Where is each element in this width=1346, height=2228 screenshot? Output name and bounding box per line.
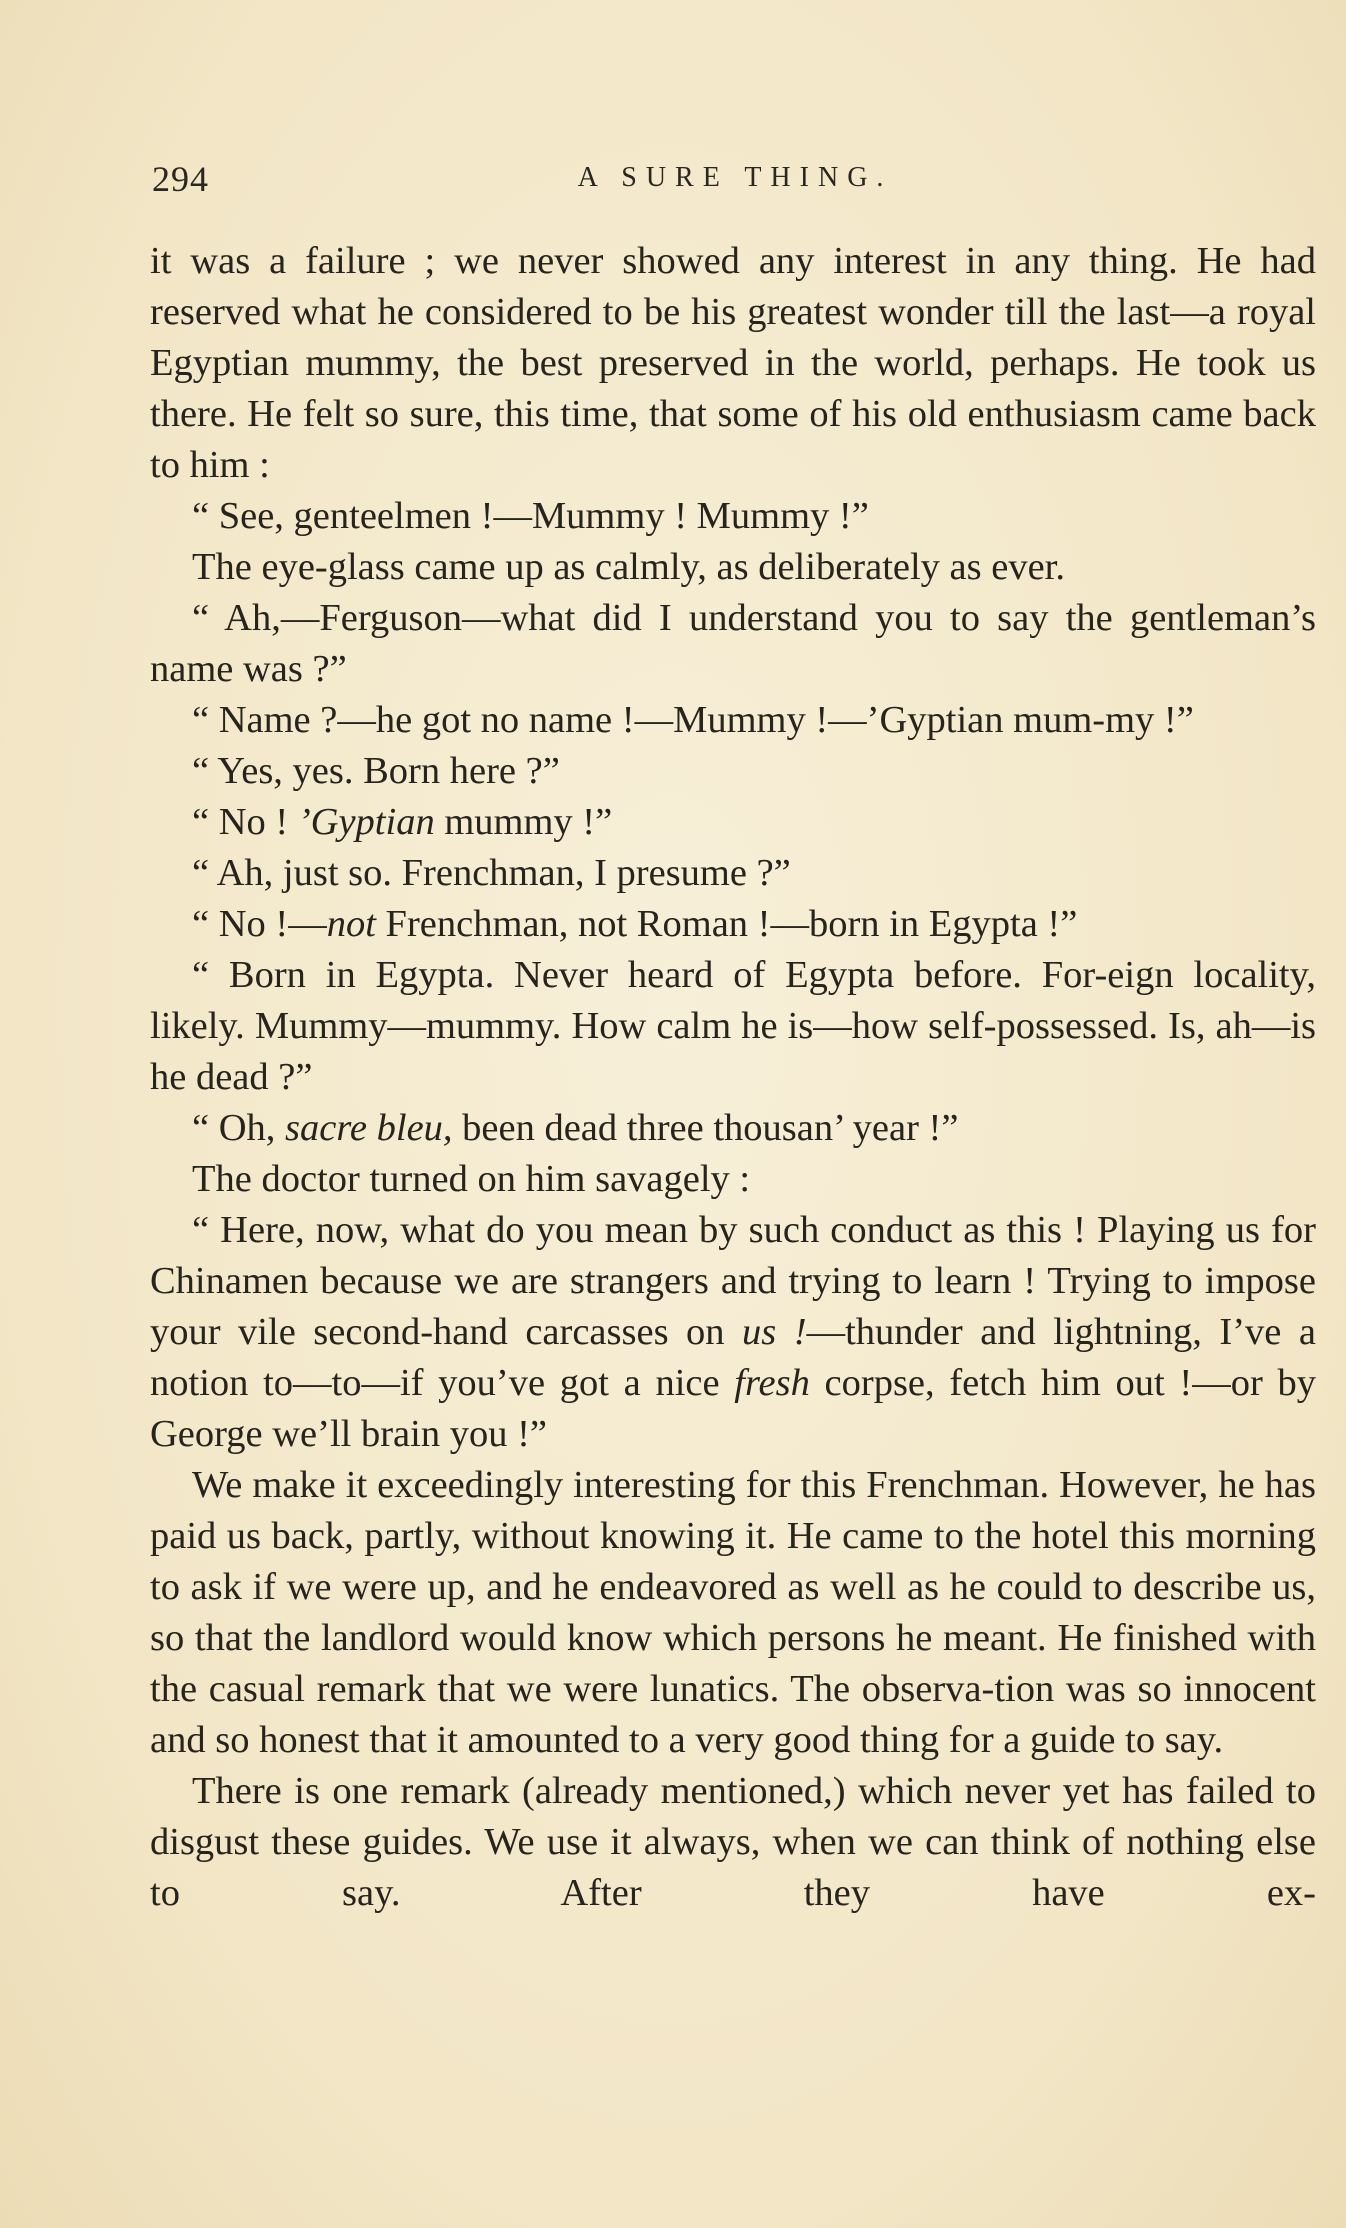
text-run: “ Oh, xyxy=(192,1107,286,1149)
paragraph xyxy=(150,1103,1316,1154)
paragraph: “ Born in Egypta. Never heard of Egypta before. For-eign locality, likely. Mummy—mummy. How calm he is—how self-possessed. Is, ah—is he dead ?” xyxy=(150,954,1316,1098)
text-run: “ Here, now, what do you mean by such conduct as this ! Playing us for Chinamen because we are strangers and trying to learn ! Trying to impose your vile second-hand carcasses on xyxy=(150,1209,1316,1353)
text-run: corpse, fetch him out !—or by George we’ll brain you !” xyxy=(150,1362,1317,1455)
paragraph xyxy=(150,797,1316,848)
text-run: “ No !— xyxy=(192,903,327,945)
italic-text: fresh xyxy=(734,1362,810,1404)
paragraph: The doctor turned on him savagely : xyxy=(192,1158,751,1200)
text-run: mummy !” xyxy=(434,801,613,843)
paragraph: We make it exceedingly interesting for this Frenchman. However, he has paid us back, partly, without knowing it. He came to the hotel this morning to ask if we were up, and he endeavored as well as he could to describe us, so that the landlord would know which persons he meant. He finished with the casual remark that we were lunatics. The observa-tion was so innocent and so honest that it amounted to a very good thing for a guide to say. xyxy=(150,1464,1316,1761)
italic-text: ’Gyptian xyxy=(297,801,435,843)
paragraph: There is one remark (already mentioned,) which never yet has failed to disgust these guides. We use it always, when we can think of nothing else to say. After they have ex- xyxy=(150,1770,1316,1914)
paragraph: “ See, genteelmen !—Mummy ! Mummy !” xyxy=(192,495,869,537)
text-run: —thunder and lightning, I’ve a notion to—to—if you’ve got a nice xyxy=(150,1311,1316,1404)
text-run: Frenchman, not Roman !—born in Egypta !” xyxy=(375,903,1078,945)
paragraph: “ Name ?—he got no name !—Mummy !—’Gyptian mum-my !” xyxy=(192,699,1194,741)
paragraph: “ Yes, yes. Born here ?” xyxy=(192,750,560,792)
page-header xyxy=(150,158,1320,206)
paragraph xyxy=(150,899,1316,950)
page-number: 294 xyxy=(152,159,209,199)
text-run: “ No ! xyxy=(192,801,298,843)
italic-text: sacre bleu, xyxy=(285,1107,453,1149)
running-head: A SURE THING. xyxy=(577,162,893,193)
italic-text: us ! xyxy=(742,1311,807,1353)
paragraph xyxy=(150,1205,1316,1460)
paragraph: it was a failure ; we never showed any interest in any thing. He had reserved what he considered to be his greatest wonder till the last—a royal Egyptian mummy, the best preserved in the world, perhaps. He took us there. He felt so sure, this time, that some of his old enthusiasm came back to him : xyxy=(150,240,1316,486)
body-text xyxy=(150,236,1316,1919)
paragraph: The eye-glass came up as calmly, as deliberately as ever. xyxy=(192,546,1065,588)
paragraph: “ Ah, just so. Frenchman, I presume ?” xyxy=(192,852,791,894)
paragraph: “ Ah,—Ferguson—what did I understand you to say the gentleman’s name was ?” xyxy=(150,597,1316,690)
text-run: been dead three thousan’ year !” xyxy=(452,1107,959,1149)
italic-text: not xyxy=(326,903,376,945)
